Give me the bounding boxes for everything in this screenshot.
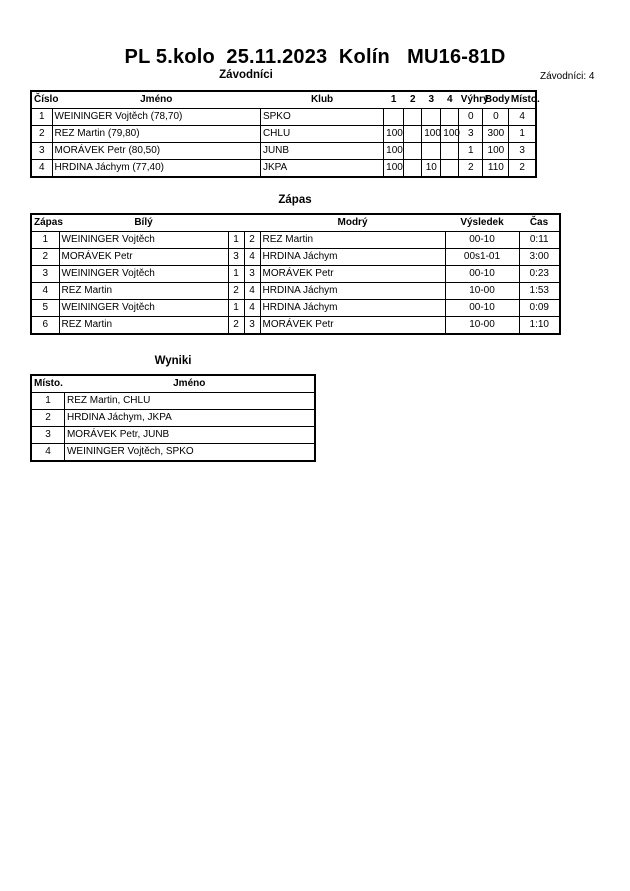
- blue-competitor: HRDINA Jáchym: [260, 283, 445, 300]
- col-place: Místo.: [509, 91, 536, 109]
- score-4: 100: [441, 126, 459, 143]
- col-bout-2: 2: [404, 91, 422, 109]
- col-time: Čas: [519, 214, 560, 232]
- wins: 2: [459, 160, 483, 178]
- table-row: [31, 249, 560, 266]
- match-time: 0:23: [519, 266, 560, 283]
- match-time: 0:09: [519, 300, 560, 317]
- table-row: [31, 232, 560, 249]
- result-name: HRDINA Jáchym, JKPA: [64, 410, 315, 427]
- match-number: 3: [31, 266, 59, 283]
- col-blue: Modrý: [260, 214, 445, 232]
- competitor-number: 4: [31, 160, 52, 178]
- table-row: [31, 393, 315, 410]
- col-bout-3: 3: [422, 91, 441, 109]
- result-name: MORÁVEK Petr, JUNB: [64, 427, 315, 444]
- competitor-name: WEININGER Vojtěch (78,70): [52, 109, 260, 126]
- points: 110: [483, 160, 509, 178]
- result-place: 3: [31, 427, 64, 444]
- wins: 1: [459, 143, 483, 160]
- score-4: [441, 109, 459, 126]
- place: 2: [509, 160, 536, 178]
- result-name: REZ Martin, CHLU: [64, 393, 315, 410]
- match-number: 1: [31, 232, 59, 249]
- table-row: [31, 317, 560, 335]
- competitor-name: HRDINA Jáchym (77,40): [52, 160, 260, 178]
- blue-competitor: HRDINA Jáchym: [260, 249, 445, 266]
- white-number: 1: [228, 300, 244, 317]
- competitor-name: MORÁVEK Petr (80,50): [52, 143, 260, 160]
- match-result: 00s1-01: [445, 249, 519, 266]
- table-row: [31, 410, 315, 427]
- score-3: 100: [422, 126, 441, 143]
- white-number: 2: [228, 317, 244, 335]
- blue-competitor: HRDINA Jáchym: [260, 300, 445, 317]
- matches-header-row: [31, 214, 560, 232]
- competitors-table: [30, 90, 540, 178]
- result-place: 2: [31, 410, 64, 427]
- table-row: [31, 283, 560, 300]
- col-name: Jméno: [64, 375, 315, 393]
- results-heading: Wyniki: [154, 355, 192, 367]
- competitors-header-row: [31, 91, 536, 109]
- blue-number: 3: [244, 317, 260, 335]
- match-result: 00-10: [445, 300, 519, 317]
- col-white: Bílý: [59, 214, 228, 232]
- match-time: 1:10: [519, 317, 560, 335]
- competitor-club: CHLU: [260, 126, 383, 143]
- wins: 3: [459, 126, 483, 143]
- result-name: WEININGER Vojtěch, SPKO: [64, 444, 315, 462]
- white-number: 3: [228, 249, 244, 266]
- match-number: 5: [31, 300, 59, 317]
- match-time: 0:11: [519, 232, 560, 249]
- match-number: 6: [31, 317, 59, 335]
- blue-number: 4: [244, 300, 260, 317]
- white-competitor: WEININGER Vojtěch: [59, 266, 228, 283]
- competitor-club: JUNB: [260, 143, 383, 160]
- white-number: 1: [228, 266, 244, 283]
- place: 1: [509, 126, 536, 143]
- score-3: 10: [422, 160, 441, 178]
- score-4: [441, 160, 459, 178]
- match-result: 10-00: [445, 317, 519, 335]
- col-name: Jméno: [52, 91, 260, 109]
- score-1: 100: [384, 160, 404, 178]
- table-row: [31, 109, 536, 126]
- result-place: 1: [31, 393, 64, 410]
- col-blue-num: [244, 214, 260, 232]
- col-bout-4: 4: [441, 91, 459, 109]
- score-3: [422, 143, 441, 160]
- competitor-club: JKPA: [260, 160, 383, 178]
- white-competitor: WEININGER Vojtěch: [59, 232, 228, 249]
- col-bout-1: 1: [384, 91, 404, 109]
- white-number: 1: [228, 232, 244, 249]
- place: 3: [509, 143, 536, 160]
- table-row: [31, 266, 560, 283]
- page-title: PL 5.kolo 25.11.2023 Kolín MU16-81D: [124, 46, 506, 68]
- competitor-number: 3: [31, 143, 52, 160]
- results-header-row: [31, 375, 315, 393]
- score-3: [422, 109, 441, 126]
- col-place: Místo.: [31, 375, 64, 393]
- white-competitor: WEININGER Vojtěch: [59, 300, 228, 317]
- table-row: [31, 143, 536, 160]
- table-row: [31, 427, 315, 444]
- score-2: [404, 160, 422, 178]
- score-2: [404, 143, 422, 160]
- table-row: [31, 126, 536, 143]
- col-club: Klub: [260, 91, 383, 109]
- match-result: 00-10: [445, 266, 519, 283]
- blue-number: 4: [244, 249, 260, 266]
- table-row: [31, 300, 560, 317]
- table-row: [31, 160, 536, 178]
- competitors-heading: Závodníci: [219, 69, 273, 81]
- matches-table: [30, 213, 561, 335]
- match-time: 3:00: [519, 249, 560, 266]
- white-number: 2: [228, 283, 244, 300]
- white-competitor: REZ Martin: [59, 283, 228, 300]
- competitor-number: 1: [31, 109, 52, 126]
- col-white-num: [228, 214, 244, 232]
- competitors-count: Závodníci: 4: [540, 71, 595, 82]
- blue-competitor: REZ Martin: [260, 232, 445, 249]
- matches-heading: Zápas: [278, 194, 312, 206]
- wins: 0: [459, 109, 483, 126]
- points: 300: [483, 126, 509, 143]
- match-result: 10-00: [445, 283, 519, 300]
- score-2: [404, 109, 422, 126]
- white-competitor: MORÁVEK Petr: [59, 249, 228, 266]
- blue-number: 3: [244, 266, 260, 283]
- competitor-club: SPKO: [260, 109, 383, 126]
- points: 100: [483, 143, 509, 160]
- competitor-number: 2: [31, 126, 52, 143]
- points: 0: [483, 109, 509, 126]
- score-1: 100: [384, 143, 404, 160]
- results-table: [30, 374, 316, 462]
- col-number: Číslo: [31, 91, 52, 109]
- score-4: [441, 143, 459, 160]
- white-competitor: REZ Martin: [59, 317, 228, 335]
- score-1: [384, 109, 404, 126]
- match-number: 4: [31, 283, 59, 300]
- place: 4: [509, 109, 536, 126]
- blue-competitor: MORÁVEK Petr: [260, 266, 445, 283]
- result-place: 4: [31, 444, 64, 462]
- blue-competitor: MORÁVEK Petr: [260, 317, 445, 335]
- match-time: 1:53: [519, 283, 560, 300]
- blue-number: 4: [244, 283, 260, 300]
- blue-number: 2: [244, 232, 260, 249]
- score-2: [404, 126, 422, 143]
- table-row: [31, 444, 315, 462]
- score-1: 100: [384, 126, 404, 143]
- match-result: 00-10: [445, 232, 519, 249]
- col-result: Výsledek: [445, 214, 519, 232]
- competitor-name: REZ Martin (79,80): [52, 126, 260, 143]
- col-wins: Výhry: [459, 91, 483, 109]
- match-number: 2: [31, 249, 59, 266]
- col-points: Body: [483, 91, 509, 109]
- col-match: Zápas: [31, 214, 59, 232]
